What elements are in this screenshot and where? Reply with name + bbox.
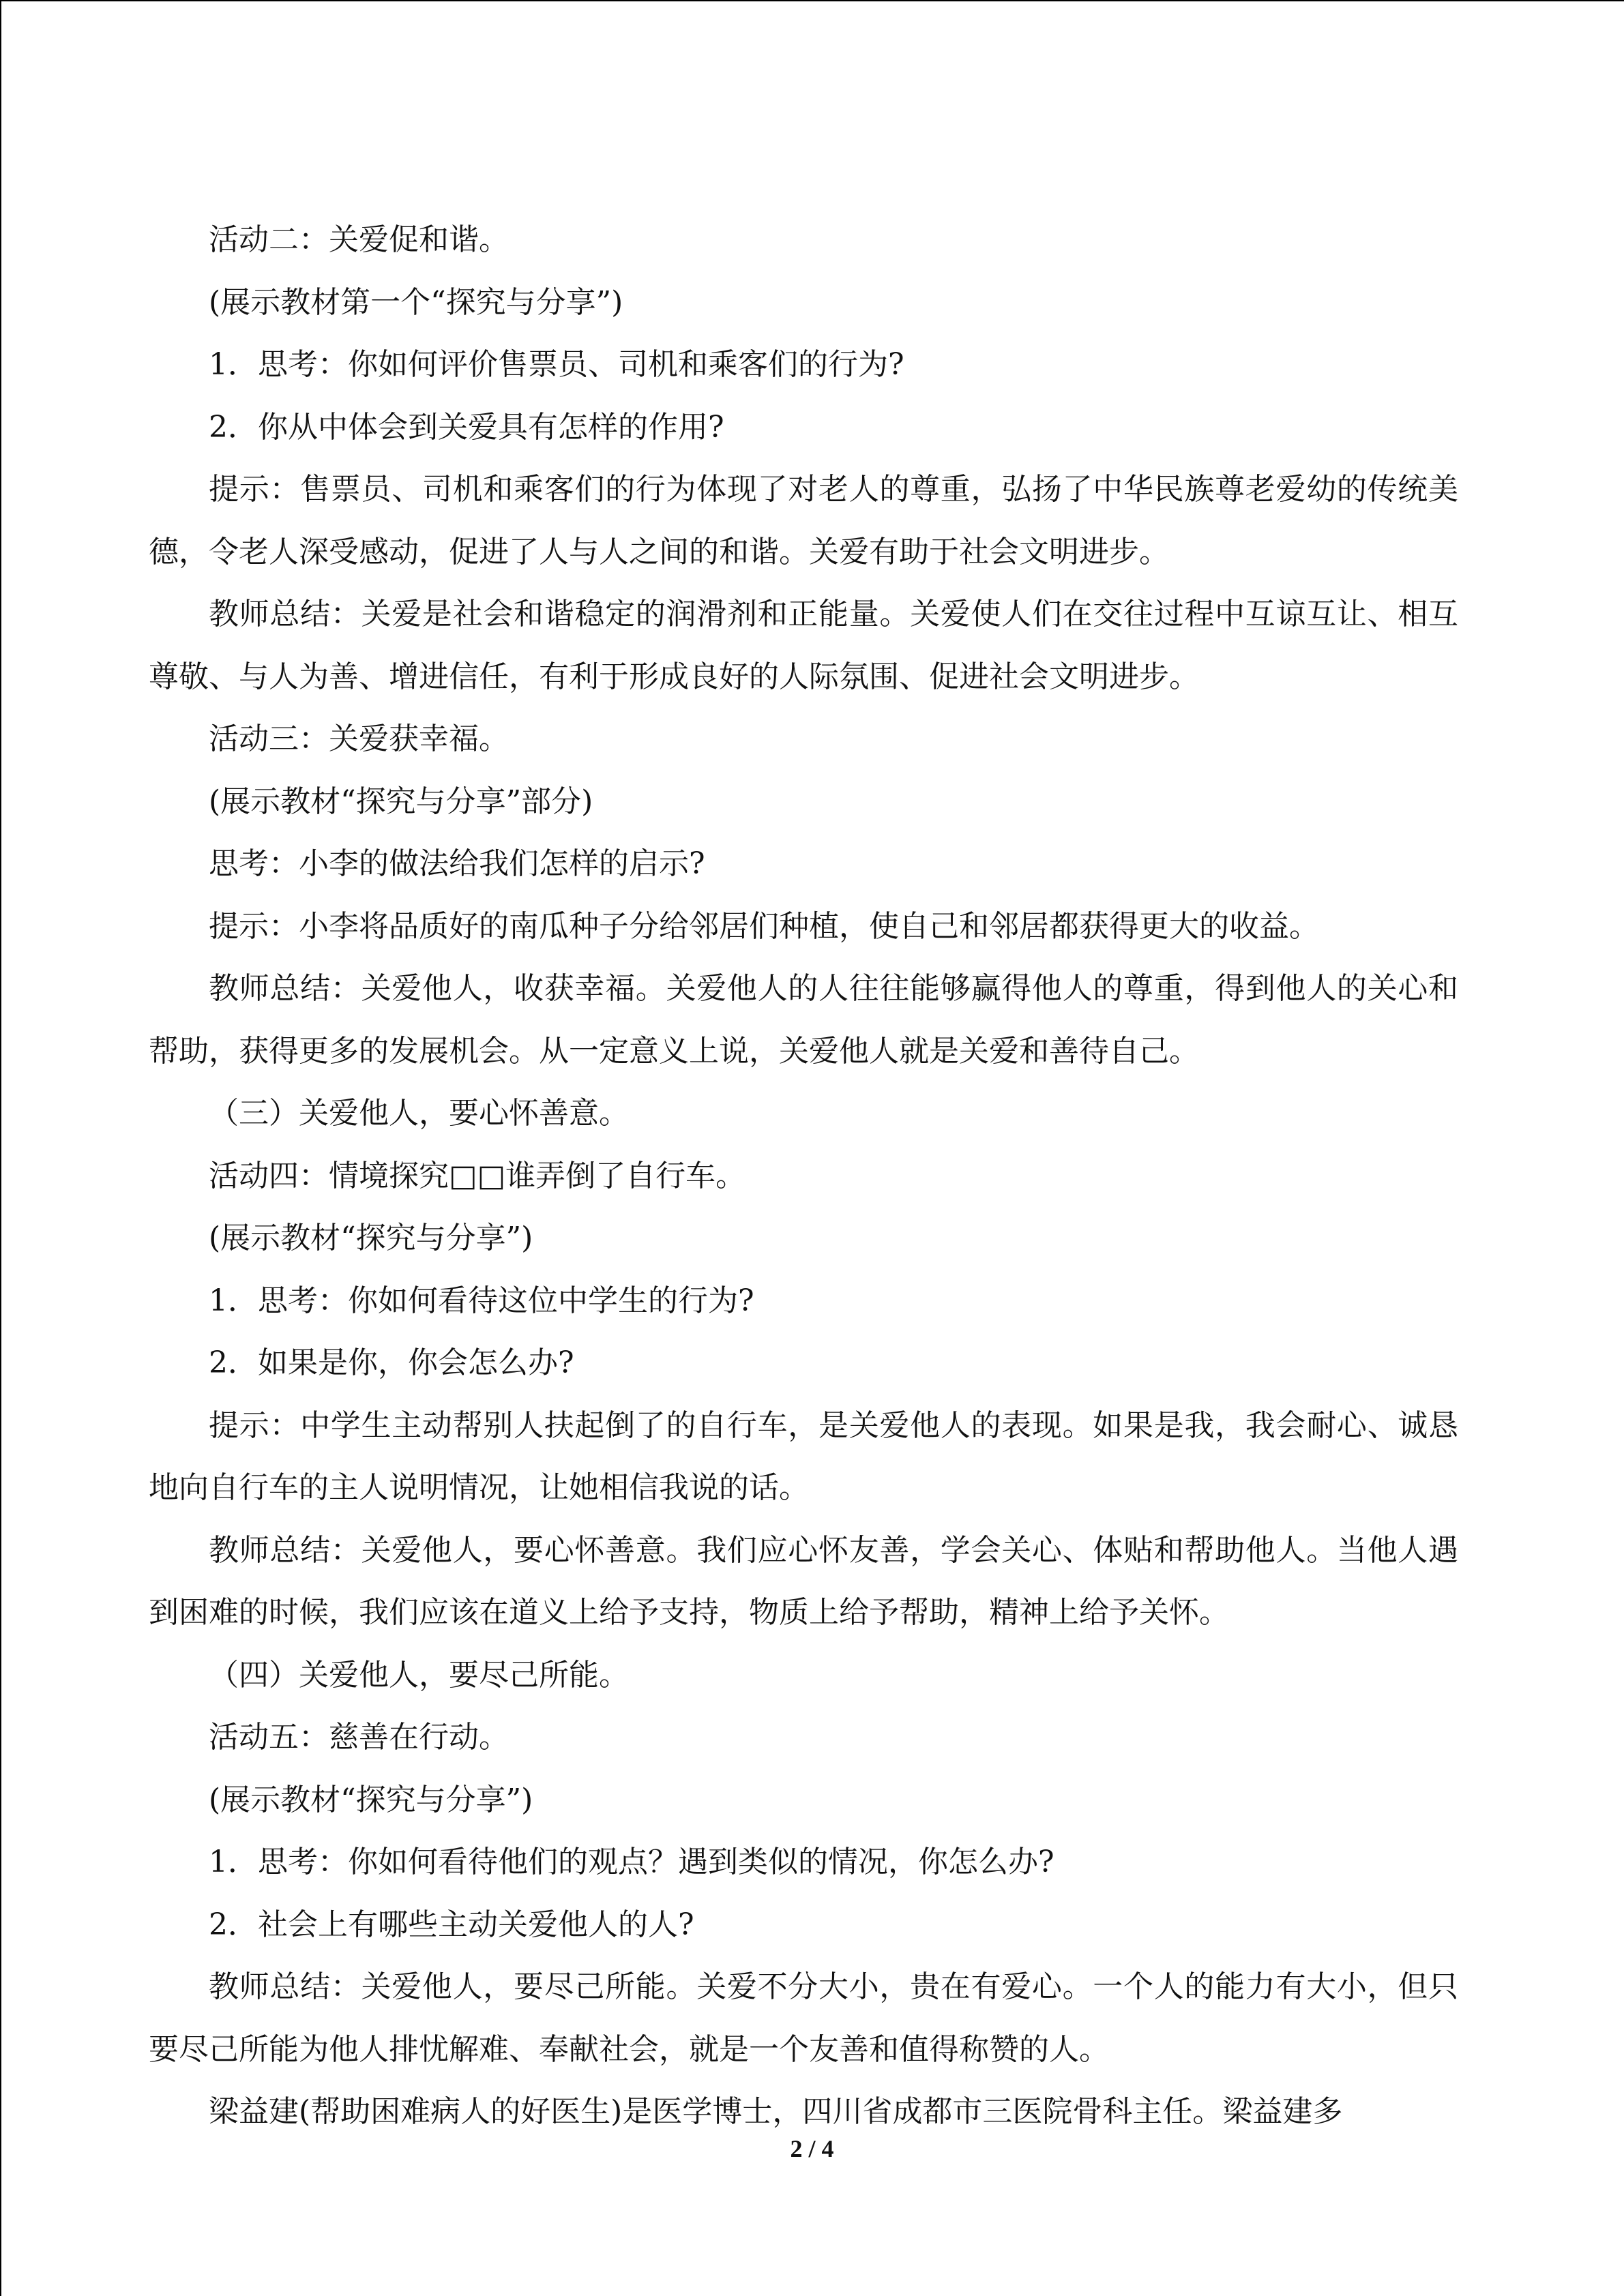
paragraph-activity-2: 活动二：关爱促和谐。 [209,222,509,257]
paragraph-question: 2．如果是你，你会怎么办? [209,1345,574,1380]
paragraph-activity-5: 活动五：慈善在行动。 [209,1720,509,1755]
paragraph-hint: 提示：小李将品质好的南瓜种子分给邻居们种植，使自己和邻居都获得更大的收益。 [209,908,1319,944]
paragraph-activity-3: 活动三：关爱获幸福。 [209,721,509,756]
paragraph-question: 1．思考：你如何看待他们的观点？遇到类似的情况，你怎么办? [209,1845,1054,1879]
paragraph-teacher-summary: 教师总结：关爱他人，要尽己所能。关爱不分大小，贵在有爱心。一个人的能力有大小，但只要尽己所能为他人排忧解难、奉献社会，就是一个友善和值得称赞的人。 [149,1969,1458,2067]
paragraph-question: 2．你从中体会到关爱具有怎样的作用? [209,409,724,445]
paragraph-teacher-summary: 教师总结：关爱他人，要心怀善意。我们应心怀友善，学会关心、体贴和帮助他人。当他人遇到困难的时候，我们应该在道义上给予支持，物质上给予帮助，精神上给予关怀。 [149,1532,1458,1630]
paragraph-activity-4: 活动四：情境探究□□谁弄倒了自行车。 [209,1158,746,1193]
page-number: 2 / 4 [790,2135,834,2162]
paragraph-hint: 提示：中学生主动帮别人扶起倒了的自行车，是关爱他人的表现。如果是我，我会耐心、诚恳地向自行车的主人说明情况，让她相信我说的话。 [149,1407,1458,1505]
paragraph-teacher-summary: 教师总结：关爱是社会和谐稳定的润滑剂和正能量。关爱使人们在交往过程中互谅互让、相互尊敬、与人为善、增进信任，有利于形成良好的人际氛围、促进社会文明进步。 [149,597,1458,694]
paragraph-question: 1．思考：你如何看待这位中学生的行为? [209,1283,754,1318]
paragraph-example: 梁益建(帮助困难病人的好医生)是医学博士，四川省成都市三医院骨科主任。梁益建多 [209,2094,1343,2129]
paragraph-teacher-summary: 教师总结：关爱他人，收获幸福。关爱他人的人往往能够赢得他人的尊重，得到他人的关心和帮助，获得更多的发展机会。从一定意义上说，关爱他人就是关爱和善待自己。 [149,971,1458,1069]
section-heading-3: （三）关爱他人，要心怀善意。 [209,1096,629,1131]
paragraph-show-material: (展示教材“探究与分享”) [209,1782,533,1817]
paragraph-show-material: (展示教材第一个“探究与分享”) [209,284,623,320]
document-body [149,209,1458,2143]
paragraph-show-material: (展示教材“探究与分享”) [209,1221,533,1255]
paragraph-question: 1．思考：你如何评价售票员、司机和乘客们的行为? [209,347,904,382]
paragraph-question: 2．社会上有哪些主动关爱他人的人? [209,1907,694,1942]
section-heading-4: （四）关爱他人，要尽己所能。 [209,1657,629,1693]
paragraph-show-material: (展示教材“探究与分享”部分) [209,784,593,819]
paragraph-hint: 提示：售票员、司机和乘客们的行为体现了对老人的尊重，弘扬了中华民族尊老爱幼的传统美德，令老人深受感动，促进了人与人之间的和谐。关爱有助于社会文明进步。 [149,472,1458,569]
paragraph-question: 思考：小李的做法给我们怎样的启示? [209,846,705,881]
